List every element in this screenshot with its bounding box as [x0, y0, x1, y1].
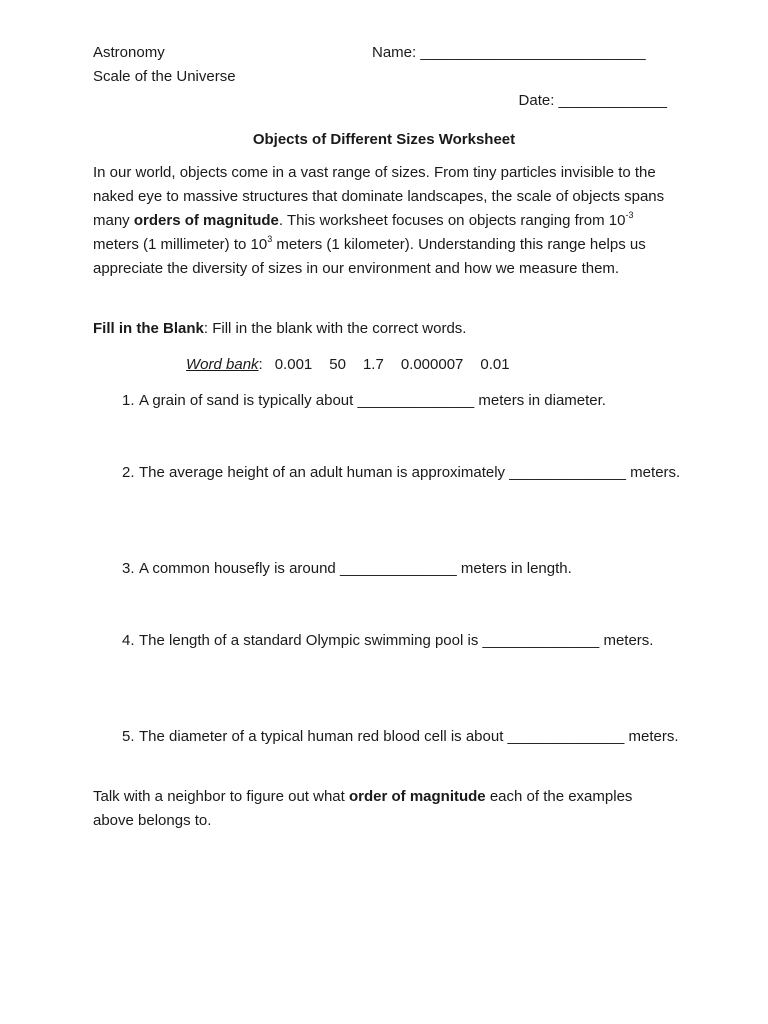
instructions: [93, 317, 466, 341]
question-number: 5.: [122, 728, 135, 745]
word-bank-item: 50: [329, 356, 346, 373]
word-bank-item: 0.01: [480, 356, 510, 373]
question-3: [122, 557, 682, 581]
word-bank-item: 0.000007: [400, 356, 464, 373]
intro-text-2: . This worksheet focuses on objects ranging from 10: [278, 212, 626, 229]
word-bank: [186, 353, 510, 377]
closing-text-1: Talk with a neighbor to figure out what: [93, 788, 349, 805]
exponent-three: 3: [267, 234, 273, 244]
instructions-text: : Fill in the blank with the correct words.: [203, 320, 467, 337]
question-text: The average height of an adult human is approximately ______________ meters.: [139, 464, 681, 481]
word-bank-item: 0.001: [274, 356, 313, 373]
word-bank-colon: :: [258, 356, 263, 373]
question-text: The length of a standard Olympic swimming pool is ______________ meters.: [139, 632, 654, 649]
question-number: 4.: [122, 632, 135, 649]
question-text: A common housefly is around ______________ meters in length.: [139, 560, 572, 577]
question-number: 3.: [122, 560, 135, 577]
word-bank-label: Word bank: [186, 356, 259, 373]
intro-bold: orders of magnitude: [133, 212, 279, 229]
question-2: [122, 461, 682, 485]
unit-name: Scale of the Universe: [93, 68, 236, 85]
intro-paragraph: [93, 161, 678, 281]
name-field: Name: ___________________________: [372, 44, 646, 61]
question-5: [122, 725, 682, 749]
question-text: The diameter of a typical human red blood cell is about ______________ meters.: [139, 728, 679, 745]
worksheet-title: Objects of Different Sizes Worksheet: [252, 131, 516, 148]
intro-text-1: In our world, objects come in a vast range of sizes. From tiny particles invisible to the naked eye to massive structures that dominate landscapes, the scale of objects spans many: [93, 164, 665, 229]
exponent-negative-three: -3: [625, 210, 634, 220]
question-4: [122, 629, 682, 653]
closing-paragraph: [93, 785, 633, 833]
intro-text-3: meters (1 millimeter) to 10: [93, 236, 268, 253]
date-field: Date: _____________: [518, 92, 667, 109]
question-text: A grain of sand is typically about ______________ meters in diameter.: [139, 392, 606, 409]
question-number: 1.: [122, 392, 135, 409]
question-1: [122, 389, 682, 413]
closing-text-2: each of the examples above belongs to.: [93, 788, 633, 829]
course-name: Astronomy: [93, 44, 165, 61]
word-bank-item: 1.7: [362, 356, 384, 373]
closing-bold: order of magnitude: [348, 788, 486, 805]
question-number: 2.: [122, 464, 135, 481]
instructions-label: Fill in the Blank: [93, 320, 204, 337]
intro-text-4: meters (1 kilometer). Understanding this range helps us appreciate the diversity of sizes in our environment and how we measure them.: [93, 236, 646, 277]
